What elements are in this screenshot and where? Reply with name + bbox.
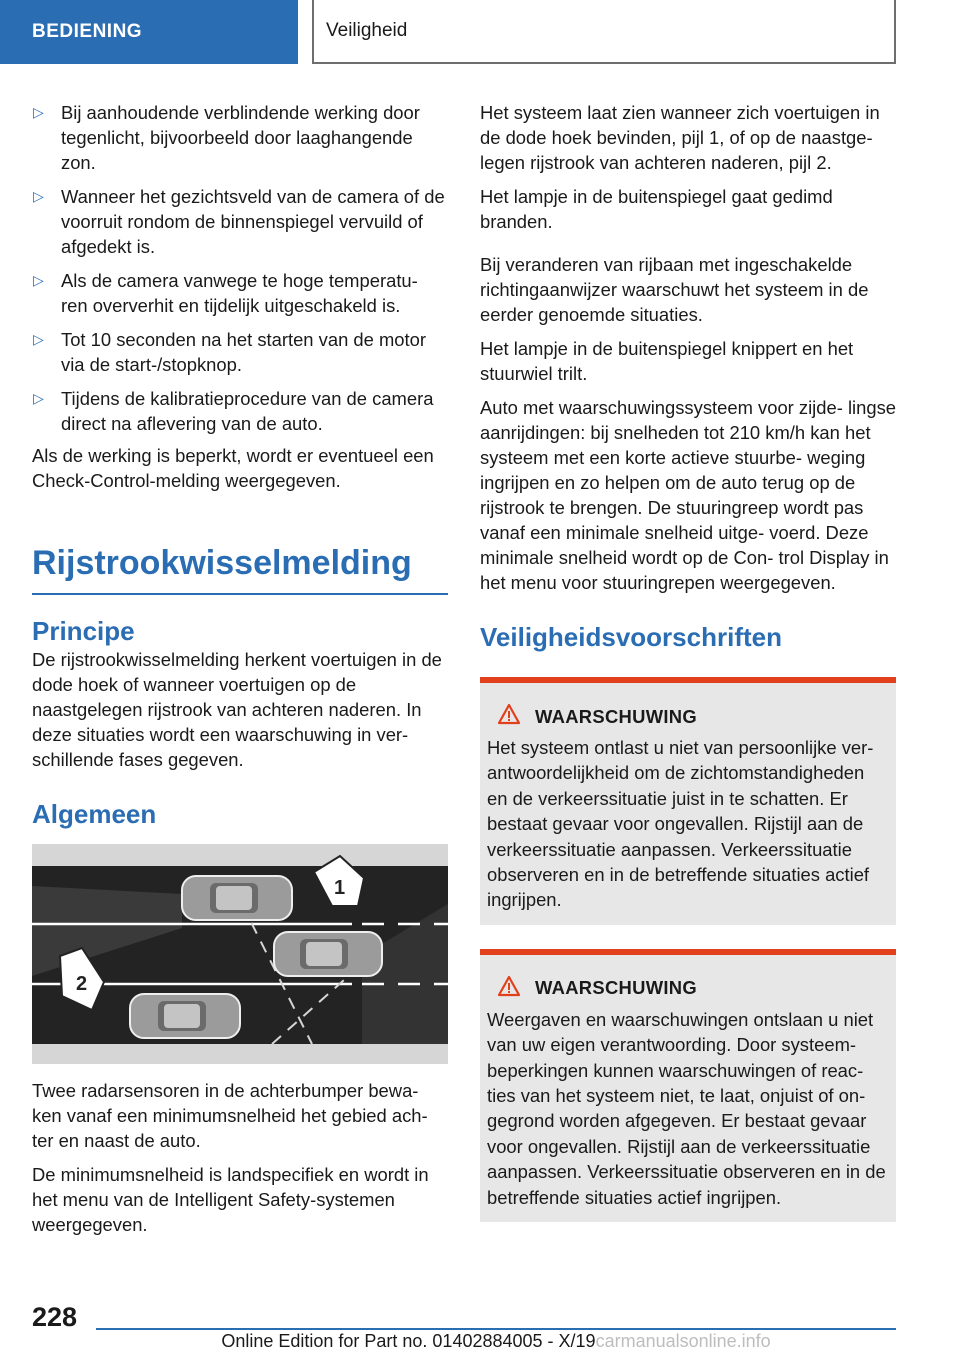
left-column <box>32 100 448 1237</box>
car-bottom <box>130 994 240 1038</box>
arrow-1-label: 1 <box>334 877 346 899</box>
right-paragraph-5: Auto met waarschuwingssysteem voor zijde‐ lingse aanrijdingen: bij snelheden tot 210 km/h kan het systeem met een korte actieve stuurbe‐ weging ingrijpen en zo helpen om de auto terug op de rijstrook te brengen. De stuuringreep wordt pas vanaf een minimale snelheid uitge‐ voerd. Deze minimale snelheid wordt op de Con‐ trol Display in het menu voor stuuringrepen weergegeven. <box>480 397 897 593</box>
bullet-list <box>32 100 448 436</box>
header-subsection-label: Veiligheid <box>326 20 408 41</box>
list-item <box>32 100 448 175</box>
radar-sensor-text: Twee radarsensoren in de achterbumper bewa‐ ken vanaf een minimumsnelheid het gebied ach‐ ter en naast de auto. <box>32 1080 428 1151</box>
warning-triangle-icon <box>497 703 521 730</box>
warning-label: WAARSCHUWING <box>535 705 697 727</box>
list-item <box>32 386 448 436</box>
warning-title-row <box>497 703 888 730</box>
watermark-text: carmanualsonline.info <box>595 1331 771 1351</box>
edition-text: Online Edition for Part no. 01402884005 - X/19 <box>221 1331 596 1351</box>
list-item <box>32 268 448 318</box>
car-middle <box>274 932 382 976</box>
page-number: 228 <box>32 1302 78 1332</box>
safety-heading: Veiligheidsvoorschriften <box>480 622 782 652</box>
min-speed-text: De minimumsnelheid is landspecifiek en wordt in het menu van de Intelligent Safety-systemen weergegeven. <box>32 1164 429 1235</box>
road-diagram <box>32 844 448 1064</box>
principe-heading: Principe <box>32 616 135 646</box>
algemeen-heading: Algemeen <box>32 799 157 829</box>
arrow-2-label: 2 <box>76 973 88 995</box>
footer-rule <box>96 1328 896 1330</box>
triangle-right-outline-icon: ▷ <box>33 104 44 120</box>
principe-text: De rijstrookwisselmelding herkent voertuigen in de dode hoek of wanneer voertuigen op de naastgelegen rijstrook van achteren naderen. In deze situaties wordt een waarschuwing in ver‐ schillende fases gegeven. <box>32 649 442 770</box>
header-section-label: BEDIENING <box>32 21 143 42</box>
triangle-right-outline-icon: ▷ <box>33 272 44 288</box>
list-item <box>32 184 448 259</box>
right-paragraph-3: Bij veranderen van rijbaan met ingeschakelde richtingaanwijzer waarschuwt het systeem in de eerder genoemde situaties. <box>480 254 869 325</box>
right-paragraph-4: Het lampje in de buitenspiegel knippert en het stuurwiel trilt. <box>480 338 854 384</box>
footer-edition <box>96 1331 896 1355</box>
warning-box-2 <box>480 949 896 1222</box>
right-column <box>480 100 896 1222</box>
list-item <box>32 327 448 377</box>
right-paragraph-2: Het lampje in de buitenspiegel gaat gedimd branden. <box>480 186 833 232</box>
warning-text: Weergaven en waarschuwingen ontslaan u niet van uw eigen verantwoording. Door systeem‐ beperkingen kunnen waarschuwingen of reac‐ ties van het systeem niet, te laat, onjuist of on‐ gegrond worden afgegeven. Er bestaat gevaar voor ongevallen. Rijstijl aan de verkeerssituatie aanpassen. Verkeerssituatie observeren en in de betreffende situaties actief ingrijpen. <box>487 1008 886 1208</box>
header-subsection-box <box>312 0 896 64</box>
right-paragraph-1: Het systeem laat zien wanneer zich voertuigen in de dode hoek bevinden, pijl 1, of op de naastge‐ legen rijstrook van achteren naderen, pijl 2. <box>480 102 880 173</box>
lane-change-illustration <box>32 844 448 1064</box>
list-item-text: Bij aanhoudende verblindende werking door tegenlicht, bijvoorbeeld door laaghangende zon. <box>61 102 420 173</box>
warning-triangle-icon <box>497 975 521 1002</box>
warning-box-1 <box>480 677 896 925</box>
warning-title-row <box>497 975 888 1002</box>
header-section-tab <box>0 0 298 64</box>
triangle-right-outline-icon: ▷ <box>33 390 44 406</box>
list-item-text: Tijdens de kalibratieprocedure van de camera direct na aflevering van de auto. <box>61 388 434 434</box>
list-item-text: Als de camera vanwege te hoge temperatu‐ ren oververhit en tijdelijk uitgeschakeld is. <box>61 270 418 316</box>
check-control-note: Als de werking is beperkt, wordt er eventueel een Check-Control-melding weergegeven. <box>32 445 434 491</box>
section-title: Rijstrookwisselmelding <box>32 543 448 595</box>
car-top <box>182 876 292 920</box>
warning-text: Het systeem ontlast u niet van persoonlijke ver‐ antwoordelijkheid om de zichtomstandigheden en de verkeerssituatie juist in te schatten. Er bestaat gevaar voor ongevallen. Rijstijl aan de verkeerssituatie aanpassen. Verkeerssituatie observeren en in de betreffende situaties actief ingrijpen. <box>487 737 874 911</box>
list-item-text: Tot 10 seconden na het starten van de motor via de start-/stopknop. <box>61 329 426 375</box>
list-item-text: Wanneer het gezichtsveld van de camera of de voorruit rondom de binnenspiegel vervuild of afgedekt is. <box>61 186 445 257</box>
triangle-right-outline-icon: ▷ <box>33 188 44 204</box>
warning-label: WAARSCHUWING <box>535 977 697 999</box>
triangle-right-outline-icon: ▷ <box>33 331 44 347</box>
